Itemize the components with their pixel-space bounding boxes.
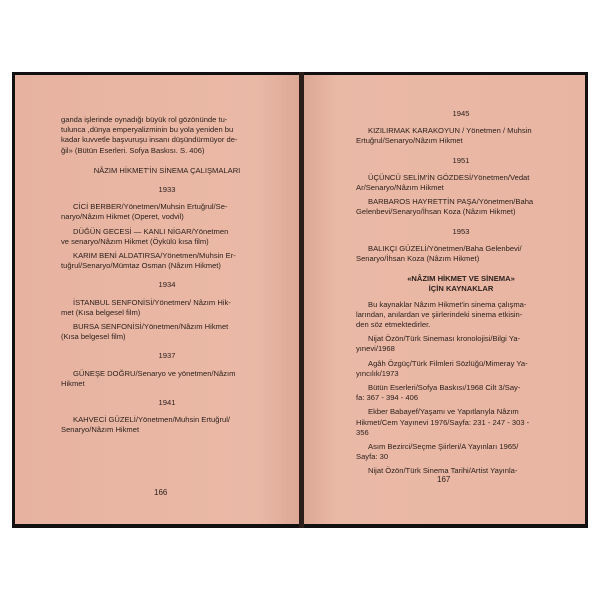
entry-line: CİCİ BERBER/Yönetmen/Muhsin Ertuğrul/Se-: [73, 202, 228, 212]
source-line: Agâh Özgüç/Türk Filmleri Sözlüğü/Mimeray Ya-: [368, 358, 528, 368]
year-heading: 1941: [158, 398, 176, 408]
year-heading: 1951: [452, 155, 470, 165]
right-page-text: [356, 109, 566, 481]
source-line: Nijat Özön/Türk Sineması kronolojisi/Bilgi Ya-: [368, 334, 521, 344]
sources-subtitle: İÇİN KAYNAKLAR: [428, 284, 494, 294]
left-page: [15, 75, 299, 524]
page-number: 166: [154, 488, 168, 497]
intro-line: tulunca ,dünya emperyalizminin bu yola yeniden bu: [61, 125, 234, 135]
entry-line: KIZILIRMAK KARAKOYUN / Yönetmen / Muhsin: [368, 126, 532, 136]
right-page: [304, 75, 585, 524]
entry-line: İSTANBUL SENFONİSİ/Yönetmen/ Nâzım Hik-: [73, 297, 231, 307]
entry-line: Senaryo/İhsan Koza (Nâzım Hikmet): [356, 254, 480, 264]
year-heading: 1945: [452, 109, 470, 118]
film-entry: [61, 251, 273, 271]
sources-intro-line: den söz etmektedirler.: [356, 320, 431, 330]
film-entry: [61, 227, 273, 247]
source-line: Hikmet/Cem Yayınevi 1976/Sayfa: 231 - 247 - 303 -: [356, 417, 530, 427]
source-line: 356: [356, 427, 369, 437]
film-entry: [356, 197, 566, 217]
page-number: 167: [437, 475, 451, 484]
film-entry: [356, 244, 566, 264]
intro-line: kadar kuvvetle başvuruşu insanı düşündürmüyor de-: [61, 135, 238, 145]
entry-line: KAHVECİ GÜZELİ/Yönetmen/Muhsin Ertuğrul/: [73, 415, 230, 425]
source-entry: [356, 442, 566, 462]
intro-line: ğil» (Bütün Eserleri. Sofya Baskısı. S. 406): [61, 145, 205, 155]
entry-line: Ar/Senaryo/Nâzım Hikmet: [356, 183, 444, 193]
entry-line: Senaryo/Nâzım Hikmet: [61, 425, 140, 435]
sources-title: «NÂZIM HİKMET VE SİNEMA»: [407, 274, 515, 284]
source-line: fa: 367 - 394 - 406: [356, 393, 419, 403]
entry-line: BALIKÇI GÜZELİ/Yönetmen/Baha Gelenbevi/: [368, 243, 522, 253]
year-heading: 1933: [158, 185, 176, 195]
sources-intro-line: Bu kaynaklar Nâzım Hikmet'in sinema çalışma-: [368, 299, 527, 309]
film-entry: [61, 415, 273, 435]
entry-line: GÜNEŞE DOĞRU/Senaryo ve yönetmen/Nâzım: [73, 368, 236, 378]
entry-line: BURSA SENFONİSİ/Yönetmen/Nâzım Hikmet: [73, 322, 229, 332]
entry-line: BARBAROS HAYRETTİN PAŞA/Yönetmen/Baha: [368, 197, 534, 207]
section-title: NÂZIM HİKMET'İN SİNEMA ÇALIŞMALARI: [93, 165, 241, 175]
entry-line: Gelenbevi/Senaryo/İhsan Koza (Nâzım Hikmet): [356, 207, 516, 217]
source-line: yıncılık/1973: [356, 368, 399, 378]
film-entry: [61, 298, 273, 318]
source-line: Sayfa: 30: [356, 452, 389, 462]
entry-line: (Kısa belgesel film): [61, 332, 126, 342]
source-entry: [356, 359, 566, 379]
entry-line: DÜĞÜN GECESİ — KANLI NİGAR/Yönetmen: [73, 226, 229, 236]
year-heading: 1953: [452, 226, 470, 236]
source-entry: [356, 407, 566, 438]
source-line: yınevi/1968: [356, 344, 395, 354]
left-page-text: [61, 115, 273, 440]
entry-line: KARIM BENİ ALDATIRSA/Yönetmen/Muhsin Er-: [73, 251, 236, 261]
intro-line: ganda işlerinde oynadığı büyük rol gözönünde tu-: [61, 115, 228, 124]
source-line: Bütün Eserleri/Sofya Baskısı/1968 Cilt 3/Say-: [368, 383, 521, 393]
film-entry: [61, 322, 273, 342]
source-line: Asım Bezirci/Seçme Şiirleri/A Yayınları 1965/: [368, 442, 519, 452]
year-heading: 1937: [158, 351, 176, 361]
film-entry: [356, 126, 566, 146]
entry-line: Ertuğrul/Senaryo/Nâzım Hikmet: [356, 136, 463, 146]
film-entry: [61, 369, 273, 389]
entry-line: met (Kısa belgesel film): [61, 307, 141, 317]
film-entry: [61, 202, 273, 222]
year-heading: 1934: [158, 280, 176, 290]
entry-line: naryo/Nâzım Hikmet (Operet, vodvil): [61, 212, 184, 222]
entry-line: ve senaryo/Nâzım Hikmet (Öykülü kısa film): [61, 236, 209, 246]
book-spread: [12, 72, 588, 528]
entry-line: tuğrul/Senaryo/Mümtaz Osman (Nâzım Hikmet): [61, 261, 221, 271]
film-entry: [356, 173, 566, 193]
entry-line: Hikmet: [61, 378, 85, 388]
source-entry: [356, 334, 566, 354]
source-entry: [356, 383, 566, 403]
source-entry: [356, 466, 566, 476]
sources-intro-line: larından, anılardan ve şiirlerindeki sinema etkisin-: [356, 309, 523, 319]
source-line: Nijat Özön/Türk Sinema Tarihi/Artist Yayınla-: [368, 466, 518, 476]
source-line: Ekber Babayef/Yaşamı ve Yapıtlarıyla Nâzım: [368, 407, 519, 417]
entry-line: ÜÇÜNCÜ SELİM'İN GÖZDESİ/Yönetmen/Vedat: [368, 172, 530, 182]
